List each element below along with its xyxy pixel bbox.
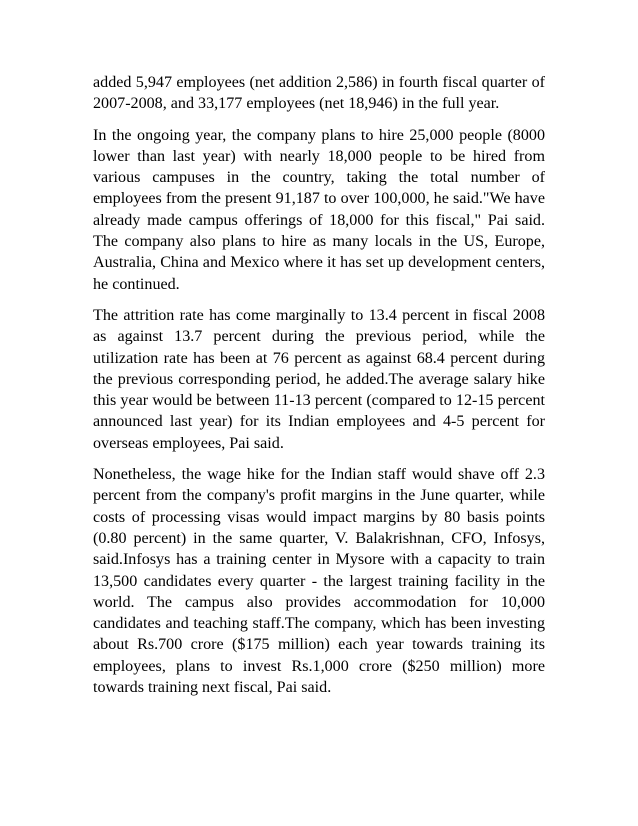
document-page — [93, 72, 545, 708]
paragraph-attrition-salary: The attrition rate has come marginally to 13.4 percent in fiscal 2008 as against 13.7 percent during the previous period, while the utilization rate has been at 76 percent as against 68.4 percent during the previous corresponding period, he added.The average salary hike this year would be between 11-13 percent (compared to 12-15 percent announced last year) for its Indian employees and 4-5 percent for overseas employees, Pai said. — [93, 306, 545, 452]
paragraph-margins-training: Nonetheless, the wage hike for the Indian staff would shave off 2.3 percent from the company's profit margins in the June quarter, while costs of processing visas would impact margins by 80 basis points (0.80 percent) in the same quarter, V. Balakrishnan, CFO, Infosys, said.Infosys has a training center in Mysore with a capacity to train 13,500 candidates every quarter - the largest training facility in the world. The campus also provides accommodation for 10,000 candidates and teaching staff.The company, which has been investing about Rs.700 crore ($175 million) each year towards training its employees, plans to invest Rs.1,000 crore ($250 million) more towards training next fiscal, Pai said. — [93, 466, 545, 697]
paragraph-employee-additions: added 5,947 employees (net addition 2,586) in fourth fiscal quarter of 2007-2008, and 33,177 employees (net 18,946) in the full year. — [93, 74, 545, 113]
paragraph-hiring-plans: In the ongoing year, the company plans to hire 25,000 people (8000 lower than last year) with nearly 18,000 people to be hired from various campuses in the country, taking the total number of employees from the present 91,187 to over 100,000, he said."We have already made campus offerings of 18,000 for this fiscal," Pai said. The company also plans to hire as many locals in the US, Europe, Australia, China and Mexico where it has set up development centers, he continued. — [93, 126, 545, 293]
